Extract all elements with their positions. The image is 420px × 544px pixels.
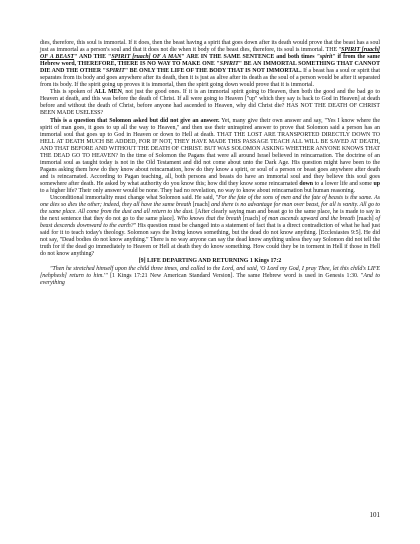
text-run: SPIRIT xyxy=(219,61,239,68)
text-run: of man ascends upward and the breath xyxy=(261,216,355,223)
section-heading: [9] LIFE DEPARTING AND RETURNING 1 Kings 17:2 xyxy=(138,258,282,265)
text-run: " AND THE " xyxy=(74,54,112,61)
paragraph xyxy=(40,195,380,258)
text-run: of beast descends downward to the earth? xyxy=(40,216,380,230)
text-run: to a lower life and some xyxy=(313,180,374,187)
text-run: ALL MEN xyxy=(94,89,122,96)
paragraph xyxy=(40,266,380,287)
text-run: " ARE IN THE SAME SENTENCE and both times xyxy=(181,54,317,61)
text-run: [After clearly saying man and beast go to the same place, he is made to say in the next sentence that they do not go to the same place]. xyxy=(40,209,380,223)
text-run: [ruach] xyxy=(191,202,212,209)
text-run: SPIRIT [ruach] OF A MAN xyxy=(111,54,182,61)
paragraph xyxy=(40,89,380,117)
paragraph xyxy=(40,40,380,89)
text-run: If a beast has a soul or spirit that separates from its body and goes anywhere after its death, then it is just as alive after its death as the soul of a person would be after it separated from its body. If the spirit going up proves it is immortal, then the spirit going down would prove that it is immortal. xyxy=(40,68,380,89)
text-run: [1 Kings 17:21 New American Standard Version]. The same Hebrew word is used in Genesis 1:30. " xyxy=(107,272,364,279)
text-run: Who knows that the breath xyxy=(177,216,242,223)
page-number: 101 xyxy=(369,511,380,519)
text-run: to a higher life? Their only answer would be none. They had no revelation, no way to know about reincarnation but human reasoning. xyxy=(40,187,356,194)
text-run: Unconditional immortality must change what Solomon said. He said, " xyxy=(50,195,219,202)
text-run: up xyxy=(373,180,380,187)
text-run: For the fate of the sons of men and the fate of beasts is the same. As one dies so dies the other; indeed, they all have the same breath xyxy=(40,195,380,209)
body-text xyxy=(40,40,380,287)
text-run: down xyxy=(299,180,314,187)
text-run: [ruach] xyxy=(241,216,262,223)
text-run: dies, therefore, this soul is immortal. If it does, then the beast having a spirit that goes down after its death would prove that the beast has a soul just as immortal as a person's soul and that it does not die when it body of the beast dies, therefore, its soul is immortal. THE " xyxy=(40,40,380,54)
text-run: Yet, many give their own answer and say, "Yes I know where the spirit of man goes, it goes to up all the way to Heaven," and then use their uninspired answer to prove that Solomon said a person has an immortal soul that goes up to God in Heaven or down to Hell at death. THAT THE LOST ARE TRANSPORTED DIRECTLY DOWN TO HELL AT DEATH MUCH BE ADDED, FOR IF NOT, THEY HAVE MADE THIS PASSAGE TEACH ALL WILL BE SAVED AT DEATH, AND THAT BEFORE AND WITHOUT THE DEATH OF CHRIST. BUT WAS SOLOMON ASKING WHETHER ANYONE KNOWS THAT THE DEAD GO TO HEAVEN? In the time of Solomon the Pagans that were all around Israel believed in reincarnation. The doctrine of an immortal soul as taught today is not in the Old Testament and did not come about unto the Dark Age. His question might have been to the Pagans asking them how do they know about reincarnation, how do they know a spirit, or soul of a person or beast goes anywhere after death and is reincarnated. According to Pagan teaching, all, both persons and beasts do have an immortal soul and they believe this soul goes somewhere after death. He asked by what authority do you know this; how did they know some reincarnated xyxy=(40,117,380,187)
text-run: And to everything xyxy=(40,272,380,286)
text-run: and there is no advantage for man over beast, for all is vanity. All go to the same place. All come from the dust and all return to the dust. xyxy=(40,202,380,216)
text-run: [ruach] xyxy=(354,216,376,223)
text-run: "spirit" xyxy=(316,54,336,61)
text-run: SPIRIT xyxy=(105,68,125,75)
text-run: SPIRIT [ruach] OF A BEAST xyxy=(40,47,380,61)
text-run: "Then he stretched himself upon the child three times, and called to the Lord, and said, 'O Lord my God, I pray Thee, let this child's LIFE [nehphesh] return to him.'" xyxy=(40,265,380,279)
text-run: This is a question that Solomon asked but did not give an answer. xyxy=(50,117,220,124)
text-run: , not just the good ones. If it is an immortal spirit going to Heaven, then both the good and the bad go to Heaven at death, and this was before the death of Christ. If all were going to Heaven ["up" which they say is back to God in Heaven] at death before and without the death of Christ, before anyone had ascended to Heaven, why did Christ die? HAS NOT THE DEATH OF CHRIST BEEN MADE USELESS? xyxy=(40,89,380,117)
text-run: " BE AN IMMORTAL SOMETHING THAT CANNOT DIE AND THE OTHER " xyxy=(40,61,380,75)
text-run: This is spoken of xyxy=(50,89,95,96)
paragraph xyxy=(40,118,380,196)
text-run: if from the same Hebrew word, THEREFORE, THERE IS NO WAY TO MAKE ONE " xyxy=(40,54,380,68)
text-run: " BE ONLY THE LIFE OF THE BODY THAT IS NOT IMMORTAL. xyxy=(124,68,302,75)
text-run: " His question must be changed into a statement of fact that is a direct contradiction of what he had just said for it to teach today's theology. Solomon says the living knows something, but the dead do not know anything. [Ecclesiastes 9:5]. He did not say, "Dead bodies do not know anything." There is no way anyone can say the dead know anything unless they say Solomon did not tell the truth for if the dead go immediately to Heaven or Hell at death they do know something. How could they be in torment in Hell if those in Hell do not know anything? xyxy=(40,223,380,258)
